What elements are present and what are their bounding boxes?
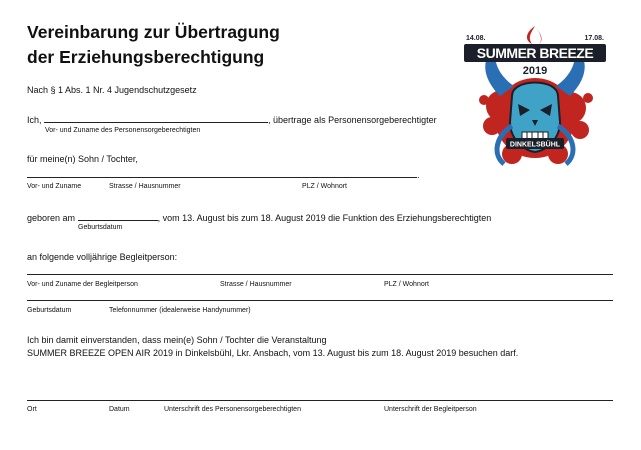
child-line-end: .	[417, 170, 420, 180]
companion-label: an folgende volljährige Begleitperson:	[27, 252, 178, 262]
summer-breeze-logo	[462, 26, 608, 174]
guardian-prefix: Ich,	[27, 115, 42, 125]
flame-icon	[527, 26, 542, 46]
signature-caption-date: Datum	[109, 406, 130, 413]
signature-caption-companion: Unterschrift der Begleitperson	[384, 406, 477, 413]
companion-caption-street: Strasse / Hausnummer	[220, 281, 292, 288]
guardian-caption: Vor- und Zuname des Personensorgeberechtigten	[45, 127, 201, 134]
logo-town: DINKELSBÜHL	[509, 141, 561, 149]
child-caption-city: PLZ / Wohnort	[302, 183, 348, 190]
companion-contact-line[interactable]	[27, 300, 613, 301]
logo-year: 2019	[522, 65, 548, 77]
companion-caption-phone: Telefonnummer (idealerweise Handynummer)	[109, 307, 251, 314]
child-caption-street: Strasse / Hausnummer	[109, 183, 181, 190]
child-label: für meine(n) Sohn / Tochter,	[27, 154, 138, 164]
birth-prefix: geboren am	[27, 213, 76, 223]
form-title-line2: der Erziehungsberechtigung	[27, 47, 265, 67]
companion-field-line[interactable]	[27, 274, 613, 275]
form-title-line1: Vereinbarung zur Übertragung	[27, 22, 280, 42]
companion-caption-birth: Geburtsdatum	[27, 307, 72, 314]
guardian-name-field[interactable]	[44, 113, 268, 123]
companion-caption-city: PLZ / Wohnort	[384, 281, 430, 288]
signature-caption-guardian: Unterschrift des Personensorgeberechtigten	[164, 406, 301, 413]
logo-date-left: 14.08.	[466, 35, 486, 42]
legal-basis: Nach § 1 Abs. 1 Nr. 4 Jugendschutzgesetz	[27, 85, 197, 95]
child-field-line[interactable]	[27, 177, 417, 178]
consent-line2: SUMMER BREEZE OPEN AIR 2019 in Dinkelsbühl, Lkr. Ansbach, vom 13. August bis zum 18. August 2019 besuchen darf.	[27, 348, 519, 358]
companion-caption-name: Vor- und Zuname der Begleitperson	[27, 281, 138, 288]
signature-line[interactable]	[27, 400, 613, 401]
logo-date-right: 17.08.	[584, 35, 604, 42]
festival-logo-graphic	[462, 26, 608, 174]
birth-suffix: , vom 13. August bis zum 18. August 2019 die Funktion des Erziehungsberechtigten	[157, 213, 492, 223]
guardian-suffix: , übertrage als Personensorgeberechtigter	[268, 115, 437, 125]
birth-line	[27, 211, 491, 223]
child-caption-name: Vor- und Zuname	[27, 183, 82, 190]
logo-wordmark: SUMMER BREEZE	[476, 45, 594, 61]
guardian-line	[27, 113, 437, 125]
birth-caption: Geburtsdatum	[78, 224, 123, 231]
signature-caption-place: Ort	[27, 406, 37, 413]
birth-date-field[interactable]	[78, 211, 158, 221]
consent-line1: Ich bin damit einverstanden, dass mein(e) Sohn / Tochter die Veranstaltung	[27, 335, 327, 345]
